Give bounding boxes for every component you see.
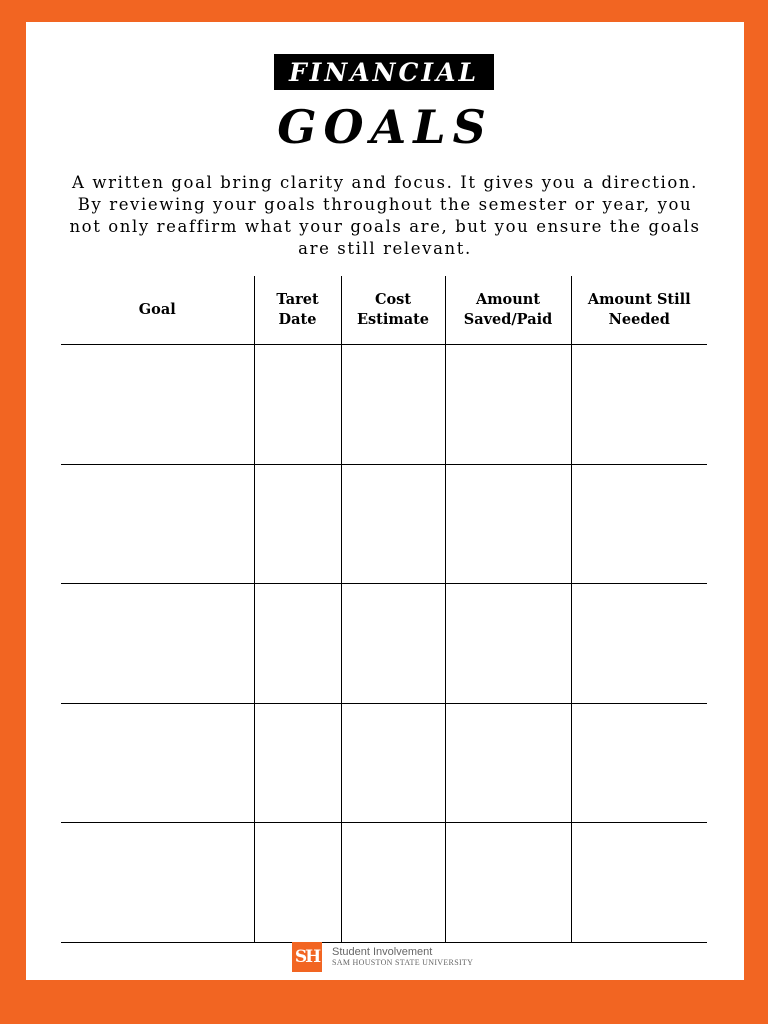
amount-saved-cell[interactable]	[445, 584, 571, 704]
amount-needed-cell[interactable]	[571, 464, 707, 584]
financial-label-box	[274, 54, 494, 90]
amount-needed-cell[interactable]	[571, 823, 707, 943]
amount-saved-cell[interactable]	[445, 703, 571, 823]
shsu-logo: SH	[292, 942, 322, 972]
goal-cell[interactable]	[61, 464, 254, 584]
goal-cell[interactable]	[61, 345, 254, 465]
goals-table	[61, 276, 707, 943]
university-name: SAM HOUSTON STATE UNIVERSITY	[332, 958, 474, 967]
footer-text	[332, 946, 473, 968]
column-header-target-date: Taret Date	[254, 276, 341, 345]
footer	[292, 942, 473, 972]
table-row	[61, 345, 707, 465]
target-date-cell[interactable]	[254, 823, 341, 943]
goal-cell[interactable]	[61, 823, 254, 943]
amount-needed-cell[interactable]	[571, 345, 707, 465]
table-row	[61, 703, 707, 823]
column-header-goal: Goal	[61, 276, 254, 345]
financial-label: FINANCIAL	[288, 57, 480, 87]
target-date-cell[interactable]	[254, 703, 341, 823]
goal-cell[interactable]	[61, 703, 254, 823]
amount-saved-cell[interactable]	[445, 345, 571, 465]
amount-needed-cell[interactable]	[571, 584, 707, 704]
table-row	[61, 464, 707, 584]
target-date-cell[interactable]	[254, 464, 341, 584]
table-row	[61, 584, 707, 704]
amount-saved-cell[interactable]	[445, 823, 571, 943]
page-title: GOALS	[277, 100, 493, 154]
target-date-cell[interactable]	[254, 345, 341, 465]
cost-estimate-cell[interactable]	[341, 584, 445, 704]
amount-needed-cell[interactable]	[571, 703, 707, 823]
target-date-cell[interactable]	[254, 584, 341, 704]
intro-paragraph: A written goal bring clarity and focus. It gives you a direction. By reviewing your goals throughout the semester or year, you not only reaffirm what your goals are, but you ensure the goals are still relevant.	[69, 173, 701, 258]
column-header-amount-needed: Amount Still Needed	[571, 276, 707, 345]
column-header-amount-saved: Amount Saved/Paid	[445, 276, 571, 345]
department-name: Student Involvement	[332, 946, 433, 958]
cost-estimate-cell[interactable]	[341, 464, 445, 584]
table-header-row	[61, 276, 707, 345]
amount-saved-cell[interactable]	[445, 464, 571, 584]
cost-estimate-cell[interactable]	[341, 703, 445, 823]
column-header-cost-estimate: Cost Estimate	[341, 276, 445, 345]
table-row	[61, 823, 707, 943]
cost-estimate-cell[interactable]	[341, 823, 445, 943]
goal-cell[interactable]	[61, 584, 254, 704]
cost-estimate-cell[interactable]	[341, 345, 445, 465]
worksheet-page	[26, 22, 744, 980]
